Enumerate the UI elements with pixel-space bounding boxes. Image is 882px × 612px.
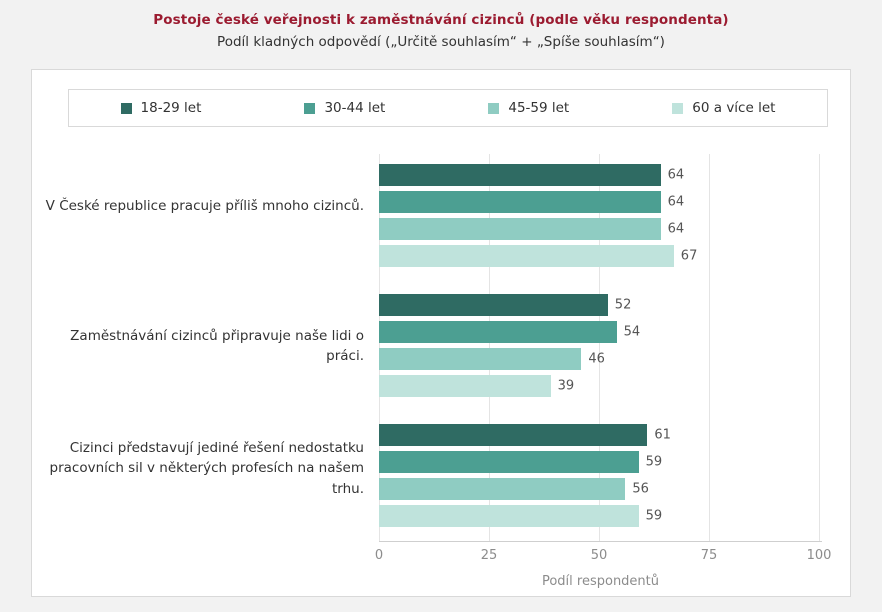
x-tick-label: 25 [480, 548, 498, 563]
bar-value-label: 54 [623, 324, 641, 340]
bar-value-label: 67 [680, 248, 698, 264]
bar-row [379, 218, 685, 240]
x-tick-label: 50 [590, 548, 608, 563]
x-tick-label: 75 [700, 548, 718, 563]
bar [379, 424, 647, 446]
bar-value-label: 56 [632, 481, 649, 497]
title-block [0, 0, 882, 51]
bar-row [379, 245, 698, 267]
bar [379, 478, 625, 500]
legend-item [672, 100, 775, 116]
legend-label: 30-44 let [324, 100, 386, 116]
page-title: Postoje české veřejnosti k zaměstnávání cizinců (podle věku respondenta) [153, 12, 729, 28]
x-axis-ticks [374, 548, 832, 568]
bar-group [379, 424, 822, 534]
category-label: Cizinci představují jediné řešení nedostatku pracovních sil v některých profesích na našem trhu. [49, 440, 364, 497]
x-tick-label: 100 [806, 548, 832, 563]
legend-label: 60 a více let [692, 100, 776, 116]
bar-row [379, 451, 663, 473]
bar-row [379, 191, 685, 213]
category-label: V České republice pracuje příliš mnoho cizinců. [45, 198, 364, 214]
bar [379, 348, 581, 370]
x-axis-title: Podíl respondentů [541, 574, 660, 589]
bar [379, 375, 551, 397]
legend [68, 89, 828, 127]
legend-item [488, 100, 569, 116]
bar-value-label: 52 [614, 297, 632, 313]
legend-swatch-icon [121, 103, 132, 114]
bar [379, 505, 639, 527]
bar [379, 294, 608, 316]
bar-group [379, 164, 822, 274]
bar-value-label: 64 [667, 221, 685, 237]
plot-panel [31, 69, 851, 597]
bar-value-label: 46 [588, 351, 605, 367]
bar-value-label: 64 [667, 194, 685, 210]
legend-swatch-icon [672, 103, 683, 114]
page-subtitle: Podíl kladných odpovědí („Určitě souhlasím“ + „Spíše souhlasím“) [217, 34, 665, 51]
bar-row [379, 424, 671, 446]
bar-value-label: 39 [557, 378, 575, 394]
bar [379, 245, 674, 267]
x-tick-label: 0 [374, 548, 384, 563]
legend-item [121, 100, 202, 116]
bar [379, 451, 639, 473]
bar [379, 164, 661, 186]
bar-row [379, 321, 641, 343]
bar-row [379, 164, 685, 186]
bar-row [379, 375, 575, 397]
plot-area [379, 154, 822, 542]
bar [379, 218, 661, 240]
bar-value-label: 59 [645, 508, 663, 524]
bar-value-label: 64 [667, 167, 685, 183]
legend-swatch-icon [304, 103, 315, 114]
legend-label: 18-29 let [140, 100, 202, 116]
legend-swatch-icon [488, 103, 499, 114]
category-label: Zaměstnávání cizinců připravuje naše lidi o práci. [70, 328, 364, 365]
bar-group [379, 294, 822, 404]
x-axis-line [379, 541, 822, 542]
bar-row [379, 294, 632, 316]
bar-row [379, 478, 649, 500]
legend-item [304, 100, 385, 116]
category-labels [32, 154, 364, 542]
bar-value-label: 61 [654, 427, 671, 443]
bar-row [379, 505, 663, 527]
bar [379, 321, 617, 343]
bar-value-label: 59 [645, 454, 663, 470]
bar [379, 191, 661, 213]
bar-row [379, 348, 605, 370]
legend-label: 45-59 let [508, 100, 570, 116]
